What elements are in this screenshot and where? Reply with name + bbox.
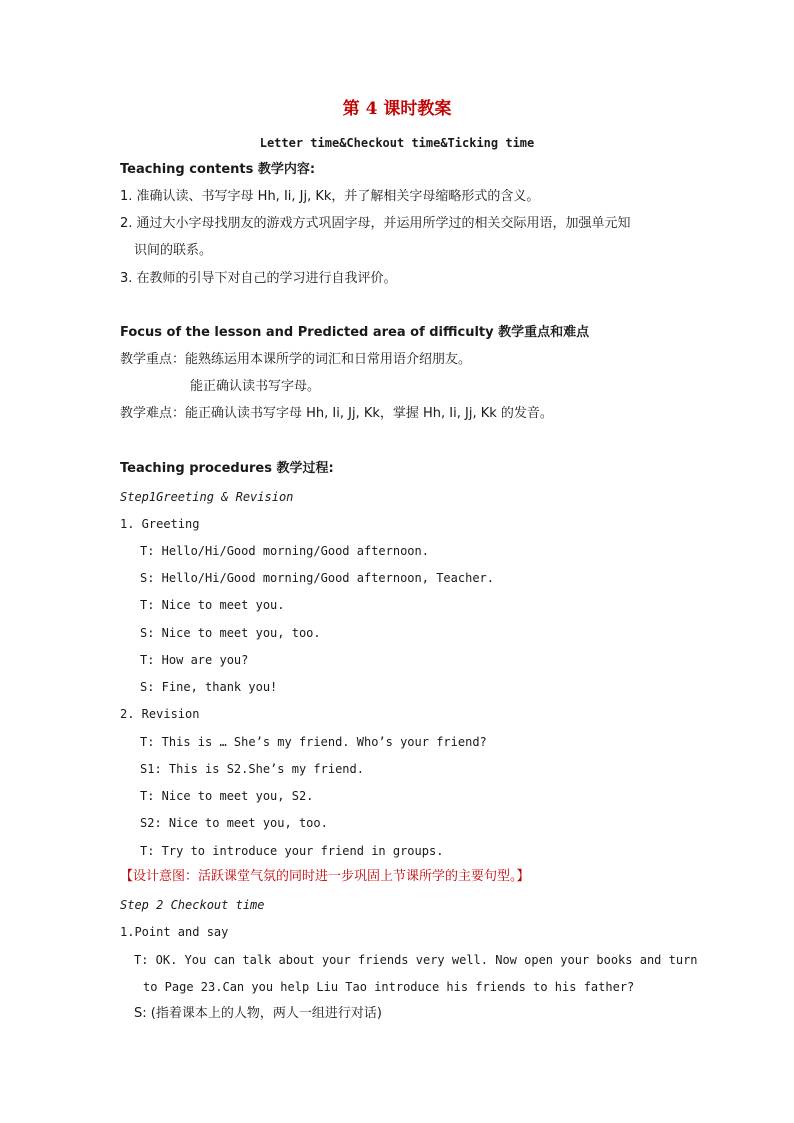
dialogue-line: T: Try to introduce your friend in groups. [140,844,444,858]
design-intent-note: 【设计意图：活跃课堂气氛的同时进一步巩固上节课所学的主要句型。】 [120,869,530,884]
revision-heading: 2. Revision [120,707,200,721]
dialogue-line: S2: Nice to meet you, too. [140,816,328,830]
focus-difficulty: 教学难点：能正确认读书写字母 Hh, Ii, Jj, Kk，掌握 Hh, Ii, Jj, Kk 的发音。 [120,406,553,421]
page-subtitle: Letter time&Checkout time&Ticking time [259,136,535,150]
dialogue-line: T: OK. You can talk about your friends very well. Now open your books and turn [134,953,698,967]
focus-key-point-2: 能正确认读书写字母。 [190,379,321,394]
contents-heading: Teaching contents 教学内容: [120,162,316,177]
step1-title: Step1Greeting & Revision [120,490,294,504]
point-and-say-heading: 1.Point and say [120,925,229,939]
page-title: 第 4 课时教案 [342,99,452,119]
step2-title: Step 2 Checkout time [120,898,265,912]
dialogue-line: T: How are you? [140,653,249,667]
dialogue-line: S1: This is S2.She’s my friend. [140,762,364,776]
dialogue-line: T: Nice to meet you, S2. [140,789,314,803]
dialogue-line: T: This is … She’s my friend. Who’s your friend? [140,735,487,749]
greeting-heading: 1. Greeting [120,517,200,531]
contents-item-1: 1. 准确认读、书写字母 Hh, Ii, Jj, Kk，并了解相关字母缩略形式的含义。 [120,189,540,204]
dialogue-line: S: (指着课本上的人物，两人一组进行对话) [134,1006,382,1021]
procedures-heading: Teaching procedures 教学过程: [120,461,334,476]
contents-item-3: 3. 在教师的引导下对自己的学习进行自我评价。 [120,271,397,286]
contents-item-2: 2. 通过大小字母找朋友的游戏方式巩固字母，并运用所学过的相关交际用语，加强单元知 [120,216,631,231]
dialogue-line: S: Nice to meet you, too. [140,626,321,640]
focus-key-point: 教学重点：能熟练运用本课所学的词汇和日常用语介绍朋友。 [120,352,472,367]
dialogue-line: S: Fine, thank you! [140,680,278,694]
dialogue-line: S: Hello/Hi/Good morning/Good afternoon, Teacher. [140,571,495,585]
focus-heading: Focus of the lesson and Predicted area of difficulty 教学重点和难点 [120,325,590,340]
dialogue-line: to Page 23.Can you help Liu Tao introduce his friends to his father? [143,980,635,994]
contents-item-2-cont: 识间的联系。 [134,243,213,258]
dialogue-line: T: Nice to meet you. [140,598,285,612]
dialogue-line: T: Hello/Hi/Good morning/Good afternoon. [140,544,429,558]
